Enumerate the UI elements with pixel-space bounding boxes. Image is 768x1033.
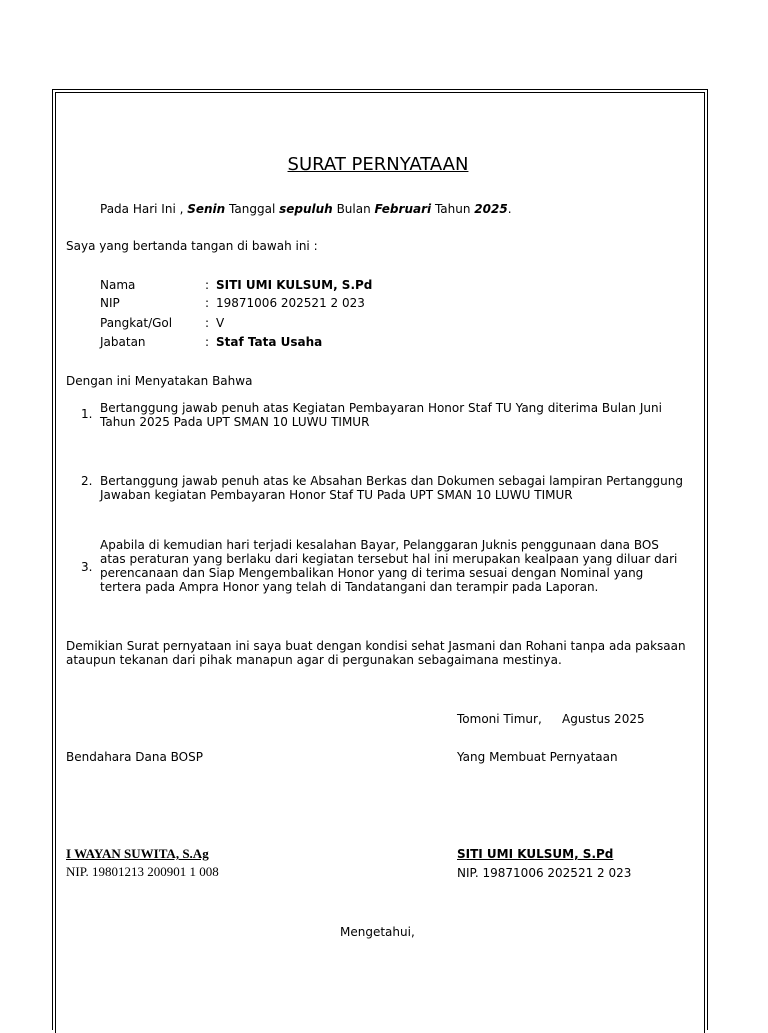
field-label-jabatan: Jabatan — [100, 335, 146, 349]
intro-tanggal-label: Tanggal — [229, 202, 276, 216]
intro-day: Senin — [187, 202, 226, 216]
field-value-jabatan: Staf Tata Usaha — [216, 335, 323, 349]
field-value-nama: SITI UMI KULSUM, S.Pd — [216, 278, 373, 292]
intro-prefix: Pada Hari Ini , — [100, 202, 184, 216]
field-sep-jabatan: : — [205, 335, 210, 349]
statement-number-3: 3. — [81, 560, 93, 574]
field-sep-pangkat: : — [205, 316, 210, 330]
signer-intro: Saya yang bertanda tangan di bawah ini : — [66, 239, 318, 253]
statement-number-1: 1. — [81, 407, 93, 421]
closing-paragraph: Demikian Surat pernyataan ini saya buat dengan kondisi sehat Jasmani dan Rohani tanpa ada paksaan ataupun tekanan dari pihak manapun agar di pergunakan sebagaimana mestinya. — [66, 639, 686, 667]
right-signer-role: Yang Membuat Pernyataan — [457, 750, 618, 764]
document-title: SURAT PERNYATAAN — [287, 154, 469, 175]
field-value-pangkat: V — [216, 316, 225, 330]
field-label-pangkat: Pangkat/Gol — [100, 316, 173, 330]
left-signer-name: I WAYAN SUWITA, S.Ag — [66, 846, 209, 861]
statement-text-2: Bertanggung jawab penuh atas ke Absahan Berkas dan Dokumen sebagai lampiran Pertanggung Jawaban kegiatan Pembayaran Honor Staf TU Pada UPT SMAN 10 LUWU TIMUR — [100, 474, 683, 502]
statement-text-3: Apabila di kemudian hari terjadi kesalahan Bayar, Pelanggaran Juknis penggunaan dana BOS atas peraturan yang berlaku dari kegiatan tersebut hal ini merupakan kealpaan yang diluar dari perencanaan dan Siap Mengembalikan Honor yang di terima sesuai dengan Nominal yang tertera pada Ampra Honor yang telah di Tandatangani dan terampir pada Laporan. — [100, 538, 678, 594]
signing-date: Agustus 2025 — [562, 712, 645, 726]
right-signer-nip: NIP. 19871006 202521 2 023 — [457, 866, 632, 880]
statement-number-2: 2. — [81, 474, 93, 488]
declare-intro: Dengan ini Menyatakan Bahwa — [66, 374, 253, 388]
intro-date: sepuluh — [279, 202, 333, 216]
intro-tahun-label: Tahun — [434, 202, 471, 216]
intro-line — [100, 202, 512, 216]
field-label-nip: NIP — [100, 296, 120, 310]
intro-bulan-label: Bulan — [336, 202, 371, 216]
right-signer-name: SITI UMI KULSUM, S.Pd — [457, 847, 614, 861]
acknowledged-label: Mengetahui, — [340, 925, 415, 939]
field-value-nip: 19871006 202521 2 023 — [216, 296, 365, 310]
field-sep-nama: : — [205, 278, 210, 292]
intro-month: Februari — [374, 202, 432, 216]
intro-end: . — [507, 202, 512, 216]
statement-text-1: Bertanggung jawab penuh atas Kegiatan Pembayaran Honor Staf TU Yang diterima Bulan Juni Tahun 2025 Pada UPT SMAN 10 LUWU TIMUR — [100, 401, 662, 429]
intro-year: 2025 — [474, 202, 508, 216]
field-label-nama: Nama — [100, 278, 136, 292]
left-signer-nip: NIP. 19801213 200901 1 008 — [66, 864, 219, 879]
field-sep-nip: : — [205, 296, 210, 310]
signing-place: Tomoni Timur, — [457, 712, 542, 726]
left-signer-role: Bendahara Dana BOSP — [66, 750, 203, 764]
